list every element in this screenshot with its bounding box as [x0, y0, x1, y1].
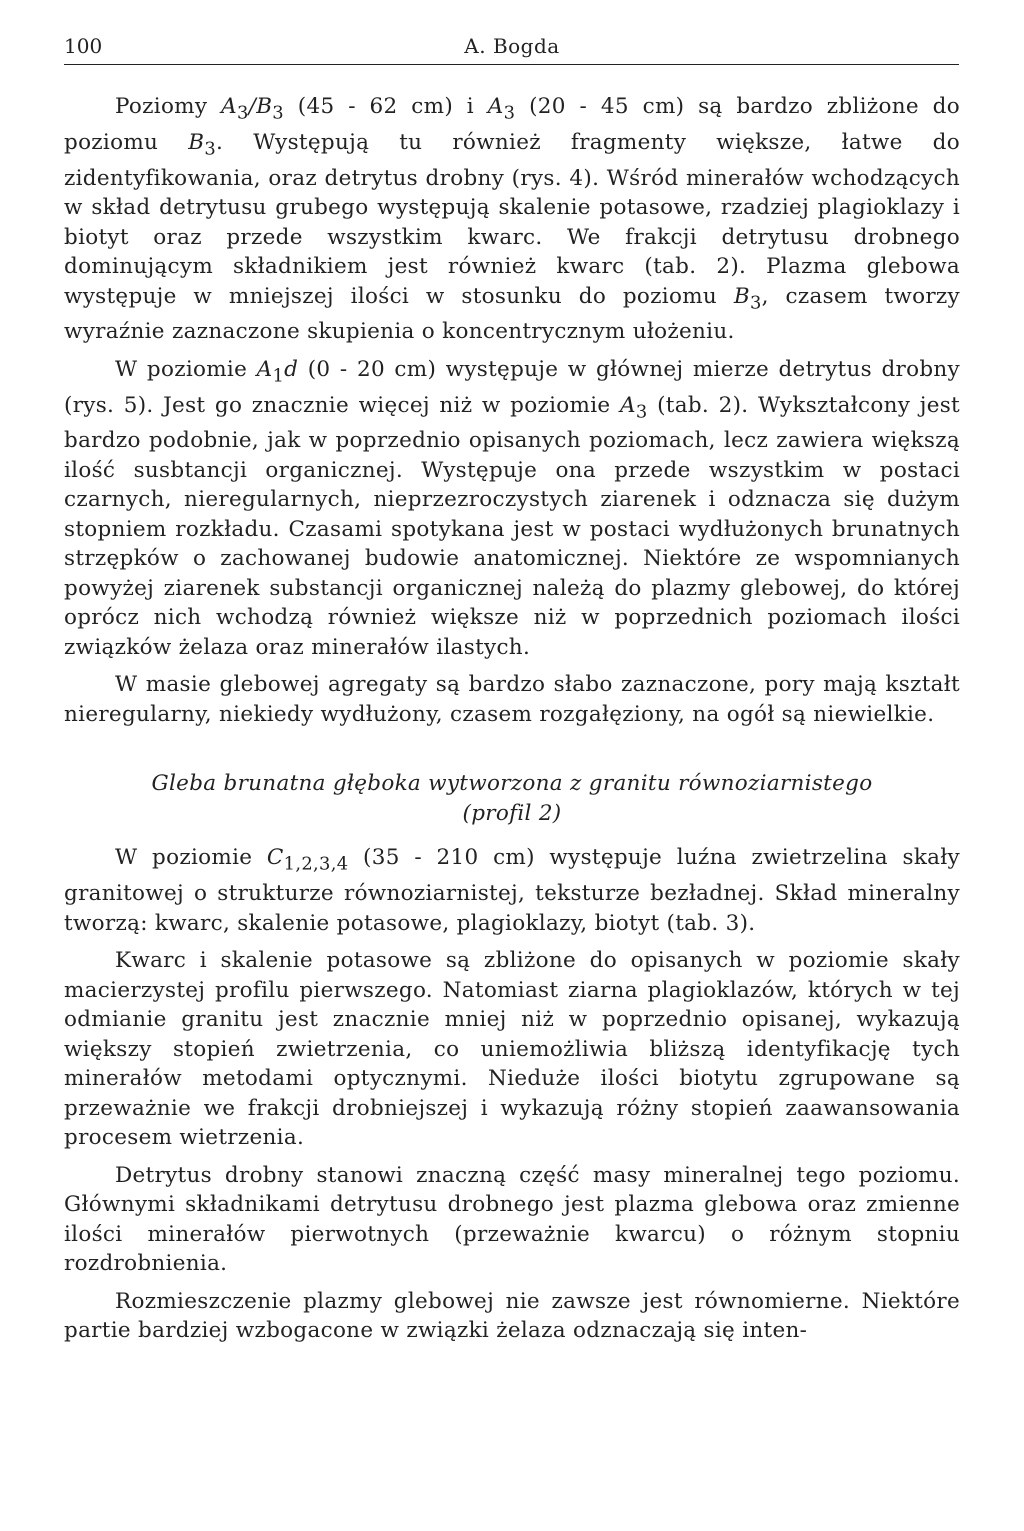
page-header: [64, 34, 960, 62]
header-rule: [64, 64, 959, 65]
paragraph-soil-mass: W masie glebowej agregaty są bardzo słabo zaznaczone, pory mają kształt nieregularny, niekiedy wydłużony, czasem rozgałęziony, na ogół są niewielkie.: [64, 672, 960, 727]
paragraph-plasma-distribution: Rozmieszczenie plazmy glebowej nie zawsze jest równomierne. Niektóre partie bardziej wzbogacone w związki żelaza odznaczają się inten-: [64, 1288, 960, 1344]
paragraph-horizon-c: W poziomie $C_{1,2,3,4}$ (35 - 210 cm) występuje luźna zwietrzelina skały granitowej o strukturze równoziarnistej, teksturze bezładnej. Skład mineralny tworzą: kwarc, skalenie potasowe, plagioklazy, biotyt (tab. 3).: [64, 845, 960, 936]
page-body: [64, 92, 960, 1354]
section-heading-line-1: Gleba brunatna głęboka wytworzona z granitu równoziarnistego: [151, 771, 873, 797]
paragraph-quartz-feldspar: Kwarc i skalenie potasowe są zbliżone do opisanych w poziomie skały macierzystej profilu pierwszego. Natomiast ziarna plagioklazów, których w tej odmianie granitu jest znacznie mniej niż w poprzednio opisanej, wykazują większy stopień zwietrzenia, co uniemożliwia bliższą identyfikację tych minerałów metodami optycznymi. Nieduże ilości biotytu zgrupowane są przeważnie we frakcji drobniejszej i wykazują różny stopień zaawansowania procesem wietrzenia.: [64, 948, 960, 1151]
page-number: 100: [64, 34, 103, 58]
running-head: A. Bogda: [464, 34, 560, 58]
paragraph-horizon-a1d: W poziomie $A_1d$ (0 - 20 cm) występuje w głównej mierze detrytus drobny (rys. 5). Jest go znacznie więcej niż w poziomie $A_3$ (tab. 2). Wykształcony jest bardzo podobnie, jak w poprzednio opisanych poziomach, lecz zawiera większą ilość susbtancji organicznej. Występuje ona przede wszystkim w postaci czarnych, nieregularnych, nieprzezroczystych ziarenek i odznacza się dużym stopniem rozkładu. Czasami spotykana jest w postaci wydłużonych brunatnych strzępków o zachowanej budowie anatomicznej. Niektóre ze wspomnianych powyżej ziarenek substancji organicznej należą do plazmy glebowej, do której oprócz nich wchodzą również większe niż w poprzednich poziomach ilości związków żelaza oraz minerałów ilastych.: [64, 356, 960, 660]
paragraph-horizons-a3-b3: Poziomy $A_3/B_3$ (45 - 62 cm) i $A_3$ (20 - 45 cm) są bardzo zbliżone do poziomu $B_3$. Występują tu również fragmenty większe, łatwe do zidentyfikowania, oraz detrytus drobny (rys. 4). Wśród minerałów wchodzących w skład detrytusu grubego występują skalenie potasowe, rzadziej plagioklazy i biotyt oraz przede wszystkim kwarc. We frakcji detrytusu drobnego dominującym składnikiem jest również kwarc (tab. 2). Plazma glebowa występuje w mniejszej ilości w stosunku do poziomu $B_3$, czasem tworzy wyraźnie zaznaczone skupienia o koncentrycznym ułożeniu.: [64, 94, 961, 345]
paragraph-fine-detritus: Detrytus drobny stanowi znaczną część masy mineralnej tego poziomu. Głównymi składnikami detrytusu drobnego jest plazma glebowa oraz zmienne ilości minerałów pierwotnych (przeważnie kwarcu) o różnym stopniu rozdrobnienia.: [64, 1162, 960, 1277]
section-heading-line-2: (profil 2): [462, 801, 562, 827]
section-heading: [64, 769, 960, 829]
